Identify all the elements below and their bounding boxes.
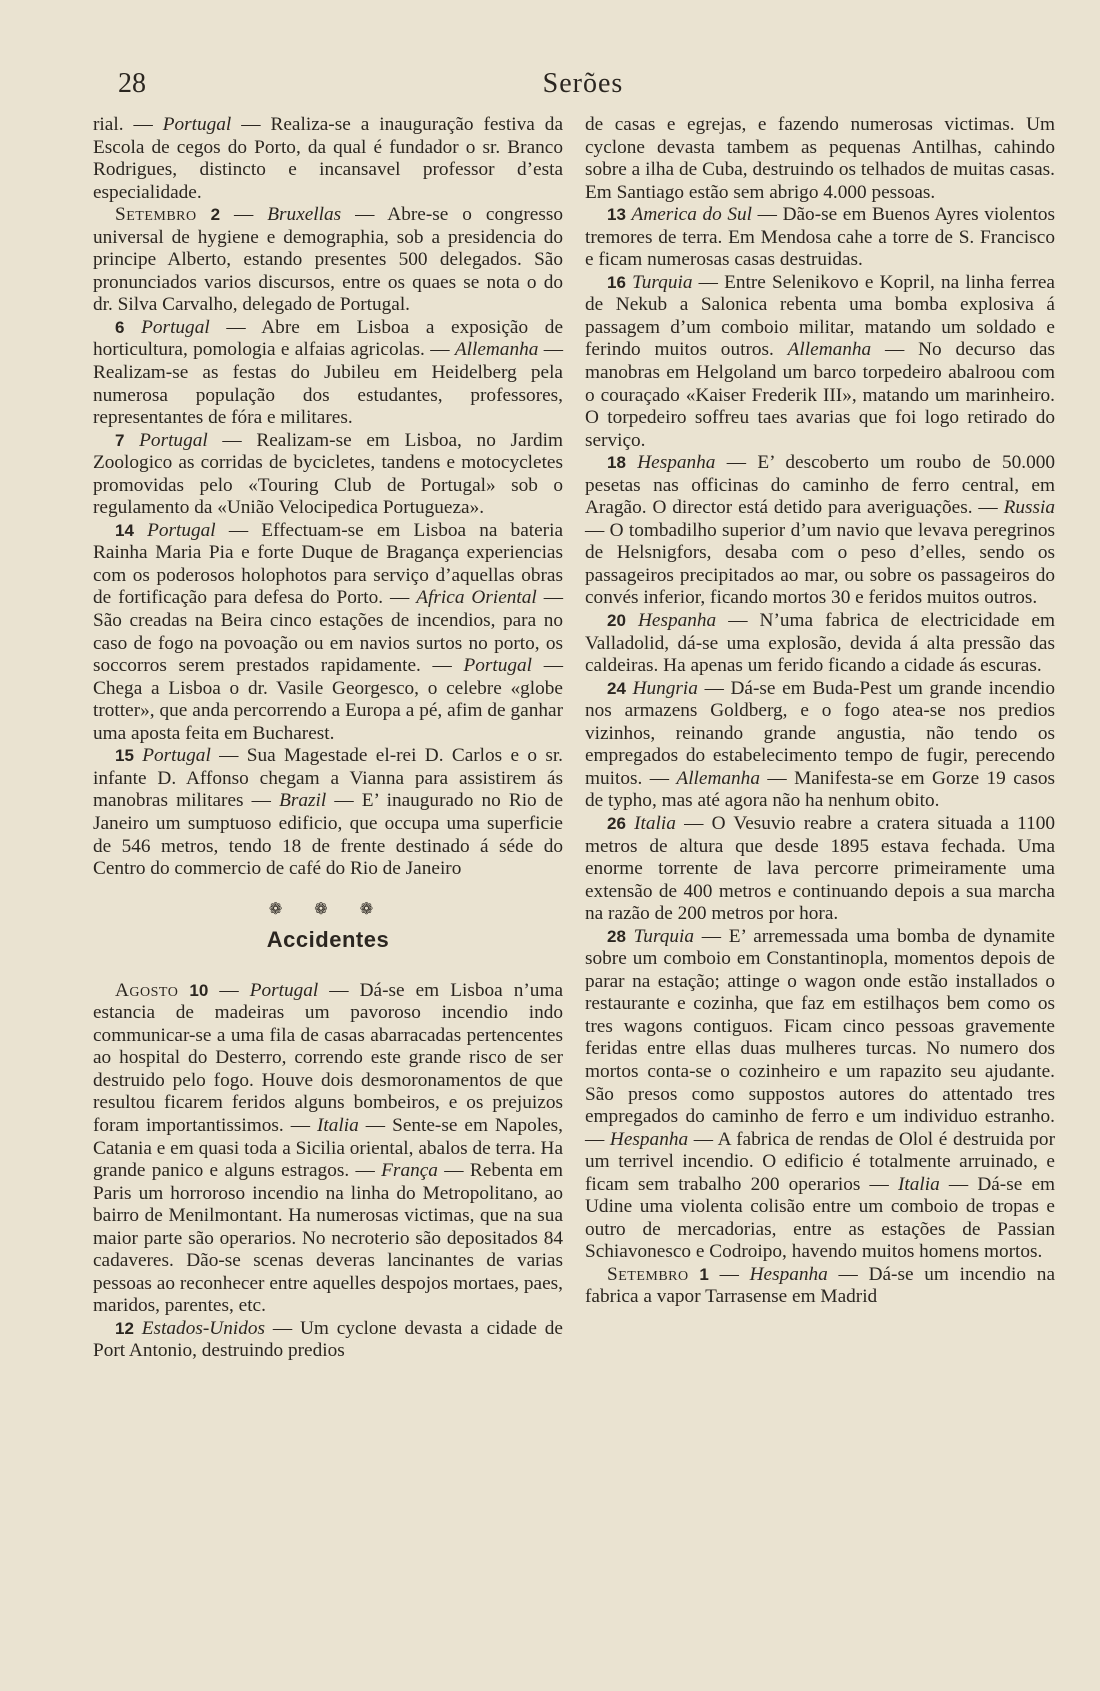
place-name: Portugal <box>141 316 210 338</box>
paragraph-text <box>626 610 638 631</box>
paragraph <box>585 926 1055 1264</box>
paragraph-text <box>626 452 637 473</box>
paragraph-text: — São creadas na Beira cinco estações de incendios, para no caso de fogo na povoação ou em navios surtos no porto, os soccorros serem prestados rapidamente. — <box>93 587 563 677</box>
paragraph-text: — <box>708 1263 750 1285</box>
day-number: 28 <box>607 926 626 946</box>
paragraph-text: — No decurso das manobras em Helgoland um barco torpedeiro abalroou com o couraçado «Kaiser Frederik III», matando um marinheiro. O torpedeiro soffreu taes avarias que foi logo retirado do serviço. <box>585 339 1055 451</box>
paragraph-text: — <box>208 979 250 1001</box>
paragraph-text: — O tombadilho superior d’um navio que levava peregrinos de Helsnigfors, desaba com o peso d’elles, sendo os passageiros precipitados ao mar, ou sobre os passageiros do convés inferior, ficando mortos 30 e feridos muitos outros. <box>585 519 1055 609</box>
month-name: Setembro <box>607 1263 689 1285</box>
paragraph <box>585 678 1055 813</box>
day-number: 15 <box>115 746 134 766</box>
paragraph-text: — O Vesuvio reabre a cratera situada a 1100 metros de altura que desde 1895 estava fechada. Uma enorme torrente de lava percorre primeiramente uma extensão de 400 metros e continuando depois a sua marcha na razão de 200 metros por hora. <box>585 812 1055 925</box>
place-name: Portugal <box>162 114 232 135</box>
paragraph <box>585 610 1055 678</box>
section-ornament: ❁ ❁ ❁ <box>268 900 388 918</box>
day-number: 26 <box>607 813 626 833</box>
section-title: Accidentes <box>266 927 390 953</box>
place-name: Bruxellas <box>267 204 342 226</box>
paragraph-text: — Sente-se em Napoles, Catania e em quasi toda a Sicilia oriental, abalos de terra. Ha grande panico e alguns estragos. — <box>93 1114 563 1182</box>
journal-title: Serões <box>542 68 624 99</box>
paragraph-text: — Entre Selenikovo e Kopril, na linha ferrea de Nekub a Salonica rebenta uma bomba explosiva á passagem d’um comboio militar, matando um soldado e ferindo muitos outros. <box>585 271 1055 361</box>
paragraph-text <box>626 678 633 699</box>
accidents-paragraphs <box>93 980 563 1363</box>
paragraph-text: — Abre em Lisboa a exposição de horticultura, pomologia e alfaias agricolas. — <box>93 316 563 361</box>
day-number: 1 <box>699 1264 709 1284</box>
day-number: 24 <box>607 678 626 698</box>
paragraph-text <box>626 926 634 947</box>
day-number: 10 <box>189 980 209 1000</box>
month-name: Setembro <box>115 204 197 226</box>
place-name: Italia <box>634 812 676 834</box>
paragraph <box>93 317 563 430</box>
paragraph <box>93 204 563 317</box>
place-name: Hespanha <box>749 1263 828 1285</box>
paragraph-text <box>134 520 147 541</box>
place-name: Turquia <box>632 271 693 293</box>
month-name: Agosto <box>115 979 179 1001</box>
paragraph <box>585 204 1055 272</box>
paragraph-text: — Abre-se o congresso universal de hygiene e demographia, sob a presidencia do principe Alberto, estando presentes 500 delegados. São pronunciados varios discursos, entre os quaes se nota o do dr. Silva Carvalho, delegado de Portugal. <box>93 204 563 316</box>
paragraph <box>585 813 1055 926</box>
paragraph <box>585 272 1055 452</box>
place-name: America do Sul <box>631 204 753 226</box>
day-number: 20 <box>607 611 626 631</box>
paragraph-text: — Realizam-se as festas do Jubileu em Heidelberg pela numerosa população dos estudantes, professores, representantes de fóra e militares. <box>93 339 563 429</box>
paragraph-text <box>124 430 139 451</box>
place-name: Italia <box>317 1114 359 1136</box>
place-name: Portugal <box>147 519 216 541</box>
page-header <box>118 68 1048 108</box>
day-number: 12 <box>115 1318 134 1338</box>
place-name: Allemanha <box>454 339 539 361</box>
paragraph-text: — Chega a Lisboa o dr. Vasile Georgesco, o celebre «globe trotter», que anda percorrendo a Europa a pé, afim de ganhar uma aposta feita em Bucharest. <box>93 655 563 744</box>
paragraph <box>93 1318 563 1363</box>
place-name: Allemanha <box>787 339 872 361</box>
place-name: Hespanha <box>637 452 716 474</box>
right-column <box>585 114 1055 1309</box>
paragraph-text: — Dá-se em Buda-Pest um grande incendio nos armazens Goldberg, e o fogo atea-se nos predios vizinhos, reinando grande angustia, não tendo os empregados do estabelecimento tempo de fugir, perecendo muitos. — <box>585 677 1056 789</box>
paragraph <box>93 520 563 745</box>
place-name: Hespanha <box>609 1128 689 1150</box>
paragraph-text: — Um cyclone devasta a cidade de Port Antonio, destruindo predios <box>93 1317 563 1362</box>
paragraph-text <box>626 813 634 834</box>
paragraph-text: — Sua Magestade el-rei D. Carlos e o sr. infante D. Affonso chegam a Vianna para assistirem ás manobras militares — <box>93 745 563 812</box>
place-name: Allemanha <box>676 767 760 789</box>
paragraph-text: — N’uma fabrica de electricidade em Valladolid, dá-se uma explosão, devida á alta pressão das caldeiras. Ha apenas um ferido ficando a cidade ás escuras. <box>585 610 1055 677</box>
paragraph-text: — A fabrica de rendas de Olol é destruida por um terrivel incendio. O edificio é totalmente arruinado, e ficam sem trabalho 200 operarios — <box>585 1128 1055 1195</box>
day-number: 2 <box>210 205 221 225</box>
paragraph-text <box>197 204 211 225</box>
paragraph <box>93 114 563 204</box>
place-name: Russia <box>1003 497 1055 519</box>
paragraph-text <box>134 1318 142 1339</box>
place-name: Brazil <box>279 790 327 812</box>
place-name: Portugal <box>139 429 208 451</box>
paragraph-text: — E’ descoberto um roubo de 50.000 pesetas nas officinas do caminho de ferro central, em Aragão. O director está detido para averiguações. — <box>585 452 1055 519</box>
place-name: Portugal <box>142 745 211 767</box>
paragraph <box>585 1264 1055 1309</box>
place-name: Hespanha <box>637 610 717 632</box>
place-name: Turquia <box>633 925 695 947</box>
paragraph-text: rial. — <box>93 114 163 135</box>
paragraph-text: — Dá-se em Udine uma violenta colisão entre um comboio de tropas e outro de mercadorias, entre as estações de Passian Schiavonesco e Codroipo, havendo muitos homens mortos. <box>585 1173 1055 1263</box>
paragraph-text: — Rebenta em Paris um horroroso incendio na linha do Metropolitano, ao bairro de Menilmontant. Ha numerosas victimas, que na sua maior parte são operarios. No necroterio são depositados 84 cadaveres. Dão-se scenas deveras lancinantes de varias pessoas ao reconhecer entre aquelles despojos mortaes, paes, maridos, parentes, etc. <box>93 1160 563 1317</box>
day-number: 7 <box>115 430 125 450</box>
paragraph <box>585 452 1055 610</box>
place-name: França <box>381 1160 438 1182</box>
paragraph-text: — <box>220 204 268 226</box>
paragraph-text: — Realiza-se a inauguração festiva da Escola de cegos do Porto, da qual é fundador o sr. Branco Rodrigues, distincto e incansavel professor d’esta especialidade. <box>93 114 564 203</box>
paragraph-text: — Effectuam-se em Lisboa na bateria Rainha Maria Pia e forte Duque de Bragança experiencias com os poderosos holophotos para serviço d’aquellas obras de fortificação para defesa do Porto. — <box>93 519 563 609</box>
place-name: Portugal <box>249 979 319 1001</box>
paragraph-text <box>134 745 142 766</box>
day-number: 16 <box>607 272 626 292</box>
paragraph-text: — Dá-se em Lisboa n’uma estancia de madeiras um pavoroso incendio indo communicar-se a uma fila de casas abarracadas pertencentes ao hospital do Desterro, correndo este grande risco de ser destruido pelo fogo. Houve dois desmoronamentos de que resultou ficarem feridos alguns bombeiros, e os prejuizos foram importantissimos. — <box>93 979 564 1136</box>
paragraph-text: — E’ arremessada uma bomba de dynamite sobre um comboio em Constantinopla, momentos depois de parar na estação; attinge o wagon onde estão installados o restaurante e cozinha, que faz em estilhaços bem como os tres wagons contiguos. Ficam cinco pessoas gravemente feridas entre ellas duas mulheres turcas. No numero dos mortos conta-se o cozinheiro e um rapazito seu ajudante. São presos como suppostos autores do attentado tres empregados do caminho de ferro e um individuo estranho. — <box>585 925 1055 1150</box>
day-number: 6 <box>115 317 125 337</box>
paragraph-text <box>689 1264 700 1285</box>
place-name: Italia <box>897 1173 940 1195</box>
paragraph-text: — Realizam-se em Lisboa, no Jardim Zoologico as corridas de bycicletes, tandens e motocycletes promovidas pelo «Touring Club de Portugal» sob o regulamento da «União Velocipedica Portugueza». <box>93 429 563 519</box>
paragraph-text: — Dá-se um incendio na fabrica a vapor Tarrasense em Madrid <box>585 1263 1055 1308</box>
paragraph <box>585 114 1055 204</box>
chronicle-paragraphs <box>93 114 563 881</box>
paragraph-text: — Manifesta-se em Gorze 19 casos de typho, mas até agora não ha nenhum obito. <box>585 767 1055 812</box>
paragraph-text: de casas e egrejas, e fazendo numerosas victimas. Um cyclone devasta tambem as pequenas Antilhas, cahindo sobre a ilha de Cuba, destruindo os telhados de muitas casas. Em Santiago estão sem abrigo 4.000 pessoas. <box>585 114 1055 203</box>
paragraph-text: — Dão-se em Buenos Ayres violentos tremores de terra. Em Mendosa cahe a torre de S. Francisco e ficam numerosas casas destruidas. <box>585 204 1055 271</box>
left-column <box>93 114 563 1363</box>
place-name: Hungria <box>632 677 698 699</box>
paragraph-text <box>124 317 141 338</box>
place-name: Estados-Unidos <box>141 1317 265 1339</box>
paragraph <box>93 980 563 1318</box>
paragraph-text <box>178 980 189 1001</box>
accidents-paragraphs-continued <box>585 114 1055 1309</box>
day-number: 14 <box>115 520 134 540</box>
paragraph-text: — E’ inaugurado no Rio de Janeiro um sumptuoso edificio, que occupa uma superficie de 546 metros, tendo 18 de frente destinado á séde do Centro do commercio de café do Rio de Janeiro <box>93 790 564 880</box>
place-name: Africa Oriental <box>416 587 537 609</box>
paragraph <box>93 745 563 880</box>
day-number: 18 <box>607 453 626 473</box>
place-name: Portugal <box>463 655 533 677</box>
page-number: 28 <box>118 68 146 99</box>
day-number: 13 <box>607 205 626 225</box>
paragraph <box>93 430 563 520</box>
